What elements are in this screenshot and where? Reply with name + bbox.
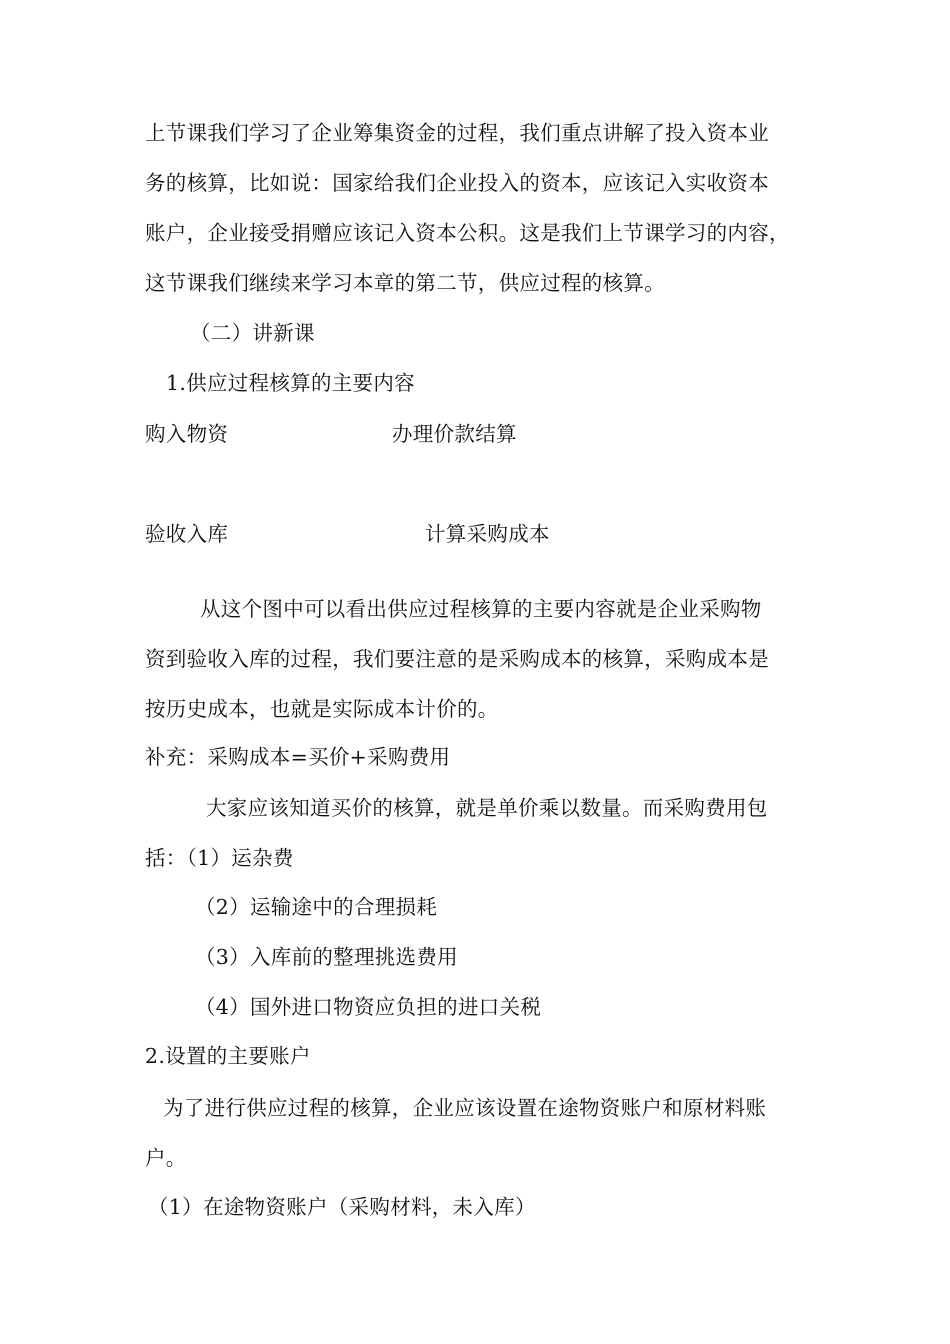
supplement-formula: 补充：采购成本=买价+采购费用 xyxy=(145,745,451,769)
review-paragraph-line-4: 这节课我们继续来学习本章的第二节，供应过程的核算。 xyxy=(145,271,665,295)
review-paragraph-line-1: 上节课我们学习了企业筹集资金的过程，我们重点讲解了投入资本业 xyxy=(145,121,769,145)
explain-paragraph-line-3: 按历史成本，也就是实际成本计价的。 xyxy=(145,697,499,721)
heading-main-accounts: 2.设置的主要账户 xyxy=(145,1044,311,1068)
review-paragraph-line-2: 务的核算，比如说：国家给我们企业投入的资本，应该记入实收资本 xyxy=(145,171,769,195)
account-in-transit: （1）在途物资账户（采购材料，未入库） xyxy=(148,1195,536,1219)
heading-supply-process-content: 1.供应过程核算的主要内容 xyxy=(166,371,415,395)
diagram-purchase-materials: 购入物资 xyxy=(145,422,229,446)
diagram-calculate-purchase-cost: 计算采购成本 xyxy=(425,522,550,546)
cost-item-3: （3）入库前的整理挑选费用 xyxy=(195,945,458,969)
cost-paragraph-line-2: 括：（1）运杂费 xyxy=(145,846,294,870)
accounts-paragraph-line-1: 为了进行供应过程的核算，企业应该设置在途物资账户和原材料账 xyxy=(163,1096,767,1120)
cost-item-4: （4）国外进口物资应负担的进口关税 xyxy=(195,995,542,1019)
explain-paragraph-line-2: 资到验收入库的过程，我们要注意的是采购成本的核算，采购成本是 xyxy=(145,647,769,671)
accounts-paragraph-line-2: 户。 xyxy=(145,1146,187,1170)
section-new-lesson: （二）讲新课 xyxy=(190,321,315,345)
review-paragraph-line-3: 账户，企业接受捐赠应该记入资本公积。这是我们上节课学习的内容， xyxy=(145,221,790,245)
explain-paragraph-line-1: 从这个图中可以看出供应过程核算的主要内容就是企业采购物 xyxy=(200,597,762,621)
diagram-handle-settlement: 办理价款结算 xyxy=(392,422,517,446)
cost-paragraph-line-1: 大家应该知道买价的核算，就是单价乘以数量。而采购费用包 xyxy=(206,796,768,820)
diagram-inspection-warehousing: 验收入库 xyxy=(145,522,229,546)
cost-item-2: （2）运输途中的合理损耗 xyxy=(195,895,438,919)
